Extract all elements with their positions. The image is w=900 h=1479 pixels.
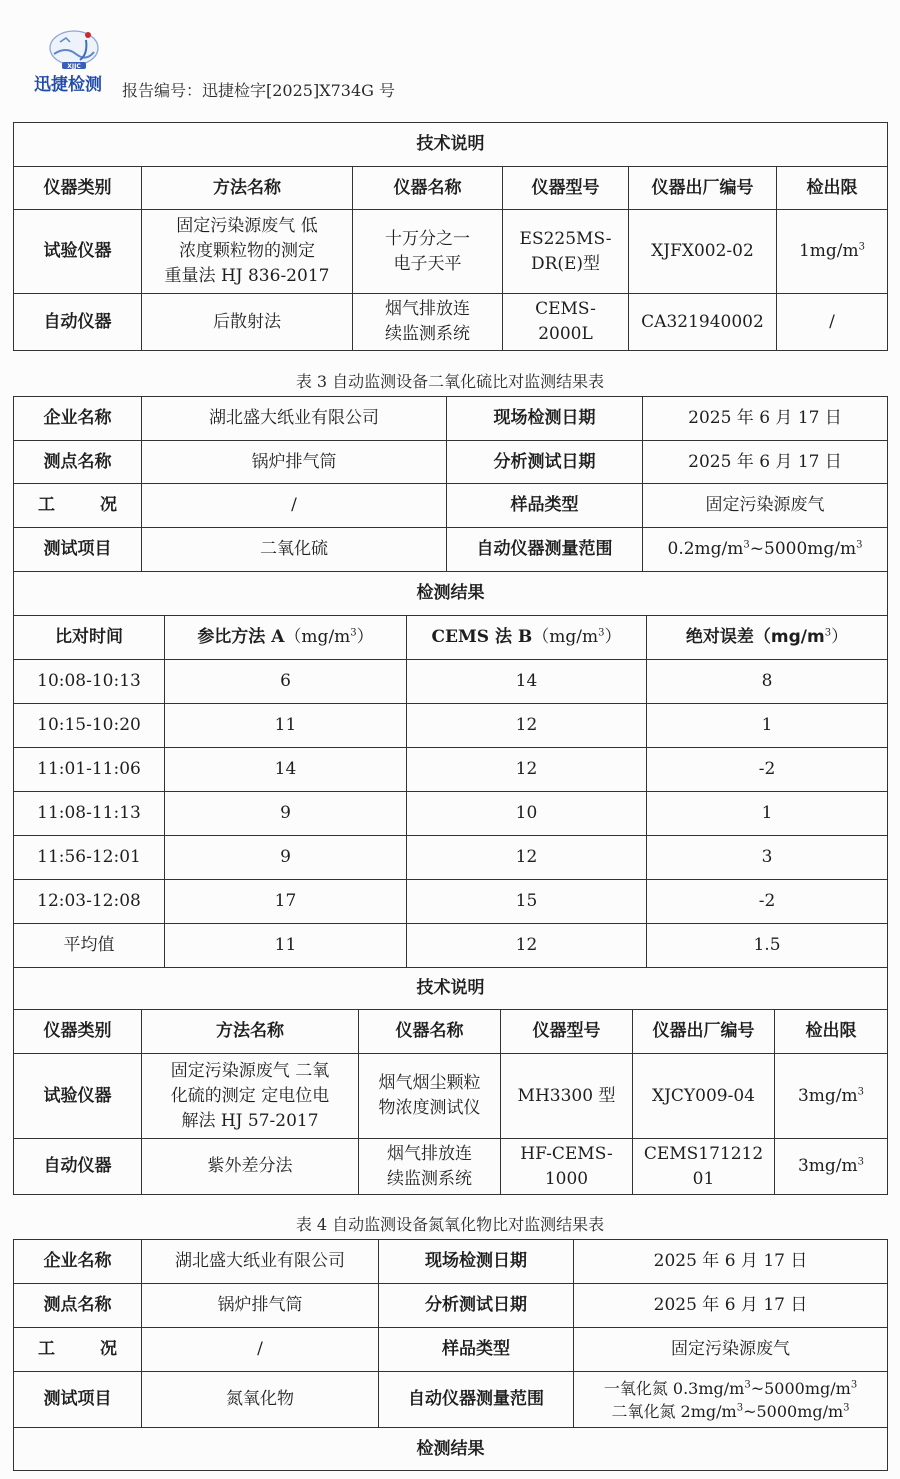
report-number: 报告编号：迅捷检字[2025]X734G 号 — [122, 81, 396, 100]
col-header: 检出限 — [775, 1010, 888, 1054]
error-cell: 8 — [647, 660, 888, 704]
instrument-category: 试验仪器 — [14, 1054, 142, 1139]
pm-tech-table — [13, 122, 888, 351]
col-header-cems-b: CEMS 法 $B(mg/m^3)$ — [407, 616, 647, 660]
field-label: 工 况 — [14, 484, 142, 528]
instrument-name: 十万分之一 电子天平 — [353, 210, 503, 294]
table-row — [14, 836, 888, 880]
cems-b-cell: 10 — [407, 792, 647, 836]
instrument-serial: CEMS171212 01 — [633, 1139, 775, 1195]
test-item: 二氧化硫 — [142, 528, 447, 572]
company-name: 湖北盛大纸业有限公司 — [142, 1240, 379, 1284]
method-name: 固定污染源废气 二氧 化硫的测定 定电位电 解法 HJ 57-2017 — [142, 1054, 359, 1139]
col-header: 仪器型号 — [503, 167, 629, 210]
ref-a-cell: 17 — [165, 880, 407, 924]
field-label: 企业名称 — [14, 397, 142, 441]
field-label: 测试项目 — [14, 1372, 142, 1428]
table3-results — [13, 615, 888, 968]
table-row — [14, 1139, 888, 1195]
field-label: 分析测试日期 — [379, 1284, 574, 1328]
onsite-date: 2025 年 6 月 17 日 — [574, 1240, 888, 1284]
col-header: 仪器出厂编号 — [629, 167, 777, 210]
condition: / — [142, 484, 447, 528]
table4-info — [13, 1239, 888, 1471]
analysis-date: 2025 年 6 月 17 日 — [574, 1284, 888, 1328]
table4-caption: 表 4 自动监测设备氮氧化物比对监测结果表 — [295, 1215, 605, 1234]
error-cell: 1 — [647, 792, 888, 836]
table-row — [14, 210, 888, 294]
analysis-date: 2025 年 6 月 17 日 — [643, 441, 888, 484]
field-label: 工 况 — [14, 1328, 142, 1372]
col-header: 仪器名称 — [353, 167, 503, 210]
field-label: 测点名称 — [14, 441, 142, 484]
ref-a-cell: 6 — [165, 660, 407, 704]
cems-b-cell: 15 — [407, 880, 647, 924]
instrument-name: 烟气烟尘颗粒 物浓度测试仪 — [359, 1054, 501, 1139]
time-cell: 11:56-12:01 — [14, 836, 165, 880]
ref-a-cell: 9 — [165, 792, 407, 836]
field-label: 分析测试日期 — [447, 441, 643, 484]
field-label: 现场检测日期 — [447, 397, 643, 441]
field-label: 现场检测日期 — [379, 1240, 574, 1284]
field-label: 样品类型 — [379, 1328, 574, 1372]
sample-type: 固定污染源废气 — [574, 1328, 888, 1372]
results-title: 检测结果 — [14, 1428, 888, 1471]
field-label: 测试项目 — [14, 528, 142, 572]
tech-title: 技术说明 — [14, 123, 888, 167]
col-header-time: 比对时间 — [14, 616, 165, 660]
col-header: 检出限 — [777, 167, 888, 210]
instrument-model: CEMS- 2000L — [503, 294, 629, 351]
time-cell: 11:08-11:13 — [14, 792, 165, 836]
instrument-name: 烟气排放连 续监测系统 — [353, 294, 503, 351]
ref-a-cell: 11 — [165, 924, 407, 968]
field-label: 测点名称 — [14, 1284, 142, 1328]
table-row — [14, 880, 888, 924]
company-name: 湖北盛大纸业有限公司 — [142, 397, 447, 441]
error-cell: 1.5 — [647, 924, 888, 968]
ref-a-cell: 9 — [165, 836, 407, 880]
time-cell: 12:03-12:08 — [14, 880, 165, 924]
measure-point: 锅炉排气筒 — [142, 441, 447, 484]
table-row — [14, 294, 888, 351]
method-name: 紫外差分法 — [142, 1139, 359, 1195]
time-cell: 10:08-10:13 — [14, 660, 165, 704]
results-title: 检测结果 — [14, 572, 888, 616]
ref-a-cell: 11 — [165, 704, 407, 748]
error-cell: -2 — [647, 748, 888, 792]
col-header: 仪器名称 — [359, 1010, 501, 1054]
col-header: 仪器类别 — [14, 1010, 142, 1054]
instrument-serial: XJCY009-04 — [633, 1054, 775, 1139]
cems-b-cell: 12 — [407, 748, 647, 792]
detection-limit: / — [777, 294, 888, 351]
col-header: 仪器出厂编号 — [633, 1010, 775, 1054]
instrument-serial: XJFX002-02 — [629, 210, 777, 294]
instrument-category: 自动仪器 — [14, 1139, 142, 1195]
field-label: 自动仪器测量范围 — [447, 528, 643, 572]
table-row — [14, 748, 888, 792]
detection-limit: $3mg/m^3$ — [775, 1054, 888, 1139]
error-cell: 3 — [647, 836, 888, 880]
logo-badge: XJJC — [67, 63, 81, 70]
measure-range: $0.2mg/m^3\sim 5000mg/m^3$ — [643, 528, 888, 572]
time-cell: 11:01-11:06 — [14, 748, 165, 792]
table3-tech — [13, 967, 888, 1195]
instrument-model: HF-CEMS- 1000 — [501, 1139, 633, 1195]
col-header: 仪器型号 — [501, 1010, 633, 1054]
cems-b-cell: 14 — [407, 660, 647, 704]
table3-caption: 表 3 自动监测设备二氧化硫比对监测结果表 — [295, 372, 605, 391]
method-name: 后散射法 — [142, 294, 353, 351]
onsite-date: 2025 年 6 月 17 日 — [643, 397, 888, 441]
measure-point: 锅炉排气筒 — [142, 1284, 379, 1328]
col-header: 方法名称 — [142, 1010, 359, 1054]
detection-limit: $3mg/m^3$ — [775, 1139, 888, 1195]
ref-a-cell: 14 — [165, 748, 407, 792]
col-header: 仪器类别 — [14, 167, 142, 210]
cems-b-cell: 12 — [407, 924, 647, 968]
field-label: 企业名称 — [14, 1240, 142, 1284]
detection-limit: $1mg/m^3$ — [777, 210, 888, 294]
error-cell: -2 — [647, 880, 888, 924]
sample-type: 固定污染源废气 — [643, 484, 888, 528]
method-name: 固定污染源废气 低 浓度颗粒物的测定 重量法 HJ 836-2017 — [142, 210, 353, 294]
condition: / — [142, 1328, 379, 1372]
instrument-name: 烟气排放连 续监测系统 — [359, 1139, 501, 1195]
table-row — [14, 792, 888, 836]
cems-b-cell: 12 — [407, 704, 647, 748]
instrument-category: 自动仪器 — [14, 294, 142, 351]
error-cell: 1 — [647, 704, 888, 748]
time-cell: 10:15-10:20 — [14, 704, 165, 748]
average-row — [14, 924, 888, 968]
measure-range: 一氧化氮 $0.3mg/m^3\sim 5000mg/m^3$ 二氧化氮 $2mg/m^3\sim 5000mg/m^3$ — [574, 1372, 888, 1428]
table-row — [14, 660, 888, 704]
instrument-category: 试验仪器 — [14, 210, 142, 294]
logo-text: 迅捷检测 — [34, 75, 102, 95]
tech-title: 技术说明 — [14, 968, 888, 1010]
instrument-serial: CA321940002 — [629, 294, 777, 351]
table-row — [14, 704, 888, 748]
field-label: 自动仪器测量范围 — [379, 1372, 574, 1428]
instrument-model: MH3300 型 — [501, 1054, 633, 1139]
instrument-model: ES225MS- DR(E)型 — [503, 210, 629, 294]
time-cell: 平均值 — [14, 924, 165, 968]
test-item: 氮氧化物 — [142, 1372, 379, 1428]
col-header-ref-a: 参比方法 $A(mg/m^3)$ — [165, 616, 407, 660]
field-label: 样品类型 — [447, 484, 643, 528]
table3-info — [13, 396, 888, 616]
col-header-abs-error: 绝对误差$(mg/m^3)$ — [647, 616, 888, 660]
cems-b-cell: 12 — [407, 836, 647, 880]
table-row — [14, 1054, 888, 1139]
col-header: 方法名称 — [142, 167, 353, 210]
